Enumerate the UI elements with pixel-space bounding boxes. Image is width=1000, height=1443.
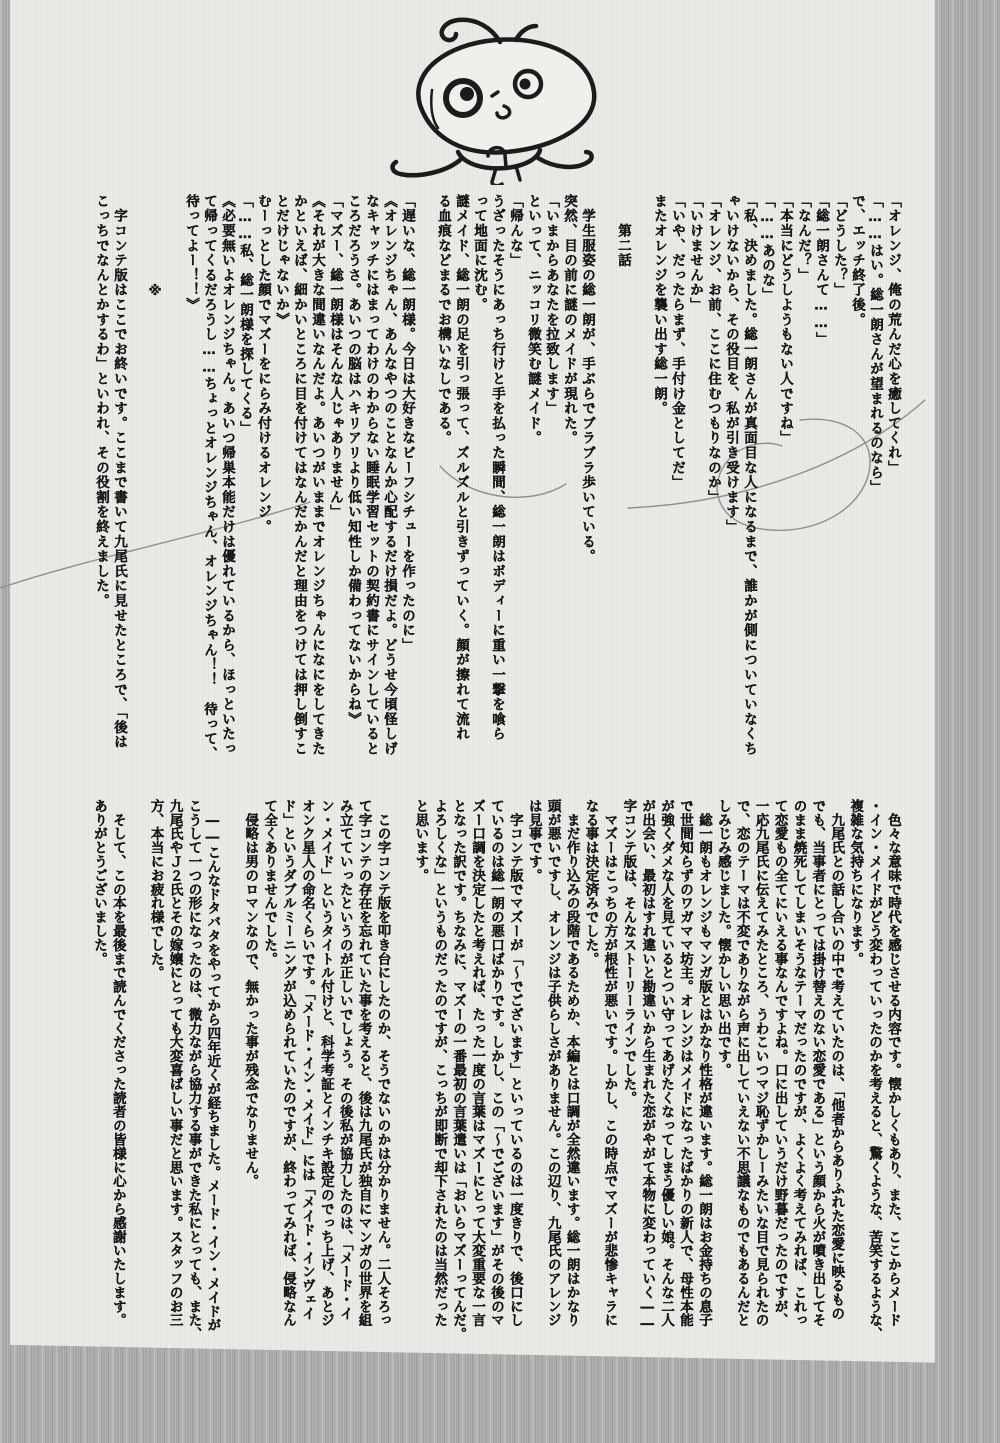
text-column: この字コンテ版を叩き台にしたのか、そうでないのかは分かりません。二人そろっ [374, 799, 391, 1328]
text-column: 方、本当にお疲れ様でした。 [147, 799, 164, 980]
text-column: て全くありませんでした。 [261, 799, 278, 966]
text-column: でも、当事者にとっては掛け替えのない恋愛である」という顔から火が噴き出してそ [809, 799, 826, 1328]
text-column: うざったそうにあっち行けと手を払った瞬間、総一朗はボディーに重い一撃を喰ら [489, 194, 505, 742]
text-column: ズー口調を決定したと考えれば、たった一度の言葉はマズーにとって大変重要な一言 [469, 799, 486, 1328]
text-column: そして、この本を最後まで読んでくださった読者の皆様に心から感謝いたします。 [109, 799, 126, 1328]
text-column [221, 799, 240, 1351]
text-column: 謎メイド、総一朗の足を引っ張って、ズルズルと引きずっていく。顔が擦れて流れ [453, 194, 469, 742]
text-column: で世間知らずのワガママ坊主。オレンジはメイドになったばかりの新人で、母性本能 [677, 799, 694, 1328]
text-column: こうして一つの形になったのは、微力ながら協力する事ができた私にとっても、また、 [185, 799, 202, 1342]
text-column: 「いまからあなたを拉致します」 [543, 194, 559, 416]
text-column: 「私、決めました。総一朗さんが真面目な人になるまで、誰かが側についていなくち [741, 194, 757, 757]
text-column [392, 799, 411, 1351]
text-column: となった訳です。ちなみに、マズーの一番最初の言葉遣いは「おいらマズーってんだ。 [450, 799, 467, 1342]
text-column: ・イン・メイドがどう変わっていったのかを考えると、驚くような、苦笑するような、 [866, 799, 883, 1342]
text-column: ン・メイド」というタイトル付けと、科学考証とインチキ設定のでっち上げ、あとジ [317, 799, 334, 1328]
text-column: って地面に沈む。 [471, 194, 487, 313]
text-column: 九尾氏やＪ２氏とその嫁嬢にとっても大変喜ばしい事だと思います。スタッフのお三 [166, 799, 183, 1328]
text-column: 一応九尾氏に伝えてみたところ、うわこいつマジ恥ずかしーみたいな目で見られたの [752, 799, 769, 1328]
text-column: 学生服姿の総一朗が、手ぶらでブラブラ歩いている。 [579, 194, 595, 564]
text-column: 《必要無いよオレンジちゃん。あいつ帰巣本能だけは優れているから、ほっといたっ [219, 194, 235, 757]
text-column: と思います。 [412, 799, 429, 883]
text-column: またオレンジを襲い出す総一朗。 [651, 194, 667, 416]
text-column: 「……私、総一朗様を探してくる」 [237, 194, 253, 436]
text-column: 色々な意味で時代を感じさせる内容です。懐かしくもあり、また、ここからメード [885, 799, 901, 1328]
text-column: こっちでなんとかするわ」といわれ、その役割を終えました。 [93, 194, 109, 609]
text-column: て恋愛もの全てにいえる事なんですよね。口に出していうだけ野暮だったのですが、 [771, 799, 788, 1328]
text-column: 第二話 [615, 194, 631, 268]
text-column: オンク星人の命名くらいです。「メード・イン・メイド」には「メイド・インヴェイ [298, 799, 315, 1321]
text-column: で、エッチ終了後。 [849, 194, 865, 328]
text-column: まだ作り込みの段階であるためか、本編とは口調が全然違います。総一朗はかなり [563, 799, 580, 1328]
text-column: は見事です。 [525, 799, 542, 883]
text-column: 《オレンジちゃん、あんなやつのことなんか心配するだけ損だよ。どうせ今頃怪しげ [381, 194, 397, 757]
text-column [127, 799, 146, 1351]
text-column: とだけじゃないか》 [273, 194, 289, 328]
text-column: なる事は決定済みでした。 [582, 799, 599, 966]
text-column: むーっとした顔でマズーをにらみ付けるオレンジ。 [255, 194, 271, 535]
text-column: 「遅いな、総一朗様。今日は大好きなビーフシチューを作ったのに」 [399, 194, 415, 653]
text-column: なキャッチにはまってわけのわからない睡眠学習セットの契約書にサインしていると [363, 194, 379, 757]
text-column: といって、ニッコリ微笑む謎メイド。 [525, 194, 541, 446]
afterword-text-block [89, 799, 902, 1351]
text-column: 九尾氏との話し合いの中で考えていたのは、「他者からありふれた恋愛に映るもの [828, 799, 845, 1321]
text-column: よろしくな」というものだったのですが、こっちが即断で却下されたのは当然だった [431, 799, 448, 1328]
text-column: 「本当にどうしようもない人ですね」 [777, 194, 793, 446]
text-column: て帰ってくるだろうし……ちょっとオレンジちゃん、オレンジちゃん！！ 待って、 [201, 194, 217, 762]
text-column [632, 194, 650, 760]
text-column: のまま焼死してしまいそうなテーマだったのですが、よくよく考えてみれば、これっ [790, 799, 807, 1328]
text-column: 「どうした？」 [831, 194, 847, 298]
text-column: 侵略は男のロマンなので、無かった事が残念でなりません。 [242, 799, 259, 1189]
text-column: 《それが大きな間違いなんだよ。あいつがいままでオレンジちゃんになにをしてきた [309, 194, 325, 757]
text-column: 総一朗もオレンジもマンガ版とはかなり性格が違います。総一朗はお金持ちの息子 [695, 799, 712, 1328]
text-column: 「オレンジ、お前、ここに住むつもりなのか」 [705, 194, 721, 505]
text-column: しみじみ感じました。懐かしい思い出です。 [714, 799, 731, 1077]
text-column [596, 194, 614, 760]
text-column: ド」というダブルミーニングが込められていたのですが、終わってみれば、侵略なん [280, 799, 296, 1328]
text-column: 「いや、だったらまず、手付け金としてだ」 [669, 194, 685, 490]
storyboard-script-block [92, 194, 902, 760]
text-column: る血痕などまるでお構いなしである。 [435, 194, 451, 446]
text-column: が出会い、最初はすれ違いと勘違いから生まれた恋がやがて本物に変わっていく―― [639, 799, 656, 1333]
text-column: 「なんだ？」 [795, 194, 811, 283]
text-column: ありがとうございました。 [90, 799, 107, 966]
text-column: 「帰んな」 [507, 194, 523, 268]
text-column: ――こんなドタバタをやってから四年近くが経ちました。メード・イン・メイドが [204, 799, 221, 1333]
text-column: 字コンテ版はここでお終いです。ここまで書いて九尾氏に見せたところで、「後は [111, 194, 127, 750]
text-column: 字コンテ版は、そんなストーリーラインでした。 [620, 799, 637, 1105]
text-column: 「いけませんか」 [687, 194, 703, 313]
text-column: で、恋のテーマは不変でありながら声に出していえない不思議なものでもあるんだと [733, 799, 750, 1328]
text-column: 「……あのな」 [759, 194, 775, 303]
text-column: 字コンテ版でマズーが「～でございます」といっているのは一度きりで、後口にし [506, 799, 523, 1328]
text-column: 「総一朗さんて……」 [813, 194, 829, 347]
text-column [128, 194, 146, 760]
text-column: み立てていったというのが正しいでしょう。その後私が協力したのは、「メード・イ [336, 799, 353, 1321]
text-column [164, 194, 182, 760]
text-column: 「マズー、総一朗様はそんな人じゃありません」 [327, 194, 343, 520]
text-column: 頭が悪いですし、オレンジは子供らしさがありません。この辺り、九尾氏のアレンジ [544, 799, 561, 1328]
text-column: 「オレンジ、俺の荒んだ心を癒してくれ」 [885, 194, 901, 476]
text-column: ころだろうさ。あいつの脳はハキリアリより低い知性しか備わってないからね》 [345, 194, 361, 727]
text-column: ているのは総一朗の悪口ばかりです。しかし、この「～でございます」がその後のマ [487, 799, 504, 1328]
text-column: 複雑な気持ちになります。 [847, 799, 864, 966]
text-column: 待ってよー！！》 [183, 194, 199, 313]
text-column: ※ [147, 194, 163, 301]
alien-doodle-icon [388, 10, 618, 185]
text-column: マズーはこっちの方が根性が悪いです。しかし、この時点でマズーが悲惨キャラに [601, 799, 618, 1328]
text-column: て字コンテの存在を忘れていた事を考えると、後は九尾氏が独自にマンガの世界を組 [355, 799, 372, 1328]
text-column: 突然、目の前に謎のメイドが現れた。 [561, 194, 577, 446]
text-column: かといえば、細かいところに目を付けてはなんだかんだと理由をつけては押し倒すこ [291, 194, 307, 757]
text-column: が強くダメな人を見ているとつい守ってあげたくなってしまう優しい娘。そんな二人 [658, 799, 675, 1328]
text-column [416, 194, 434, 760]
text-column: 「……はい。総一朗さんが望まれるのなら」 [867, 194, 883, 495]
text-column: ゃいけないから、その役目を、私が引き受けます」 [723, 194, 739, 535]
